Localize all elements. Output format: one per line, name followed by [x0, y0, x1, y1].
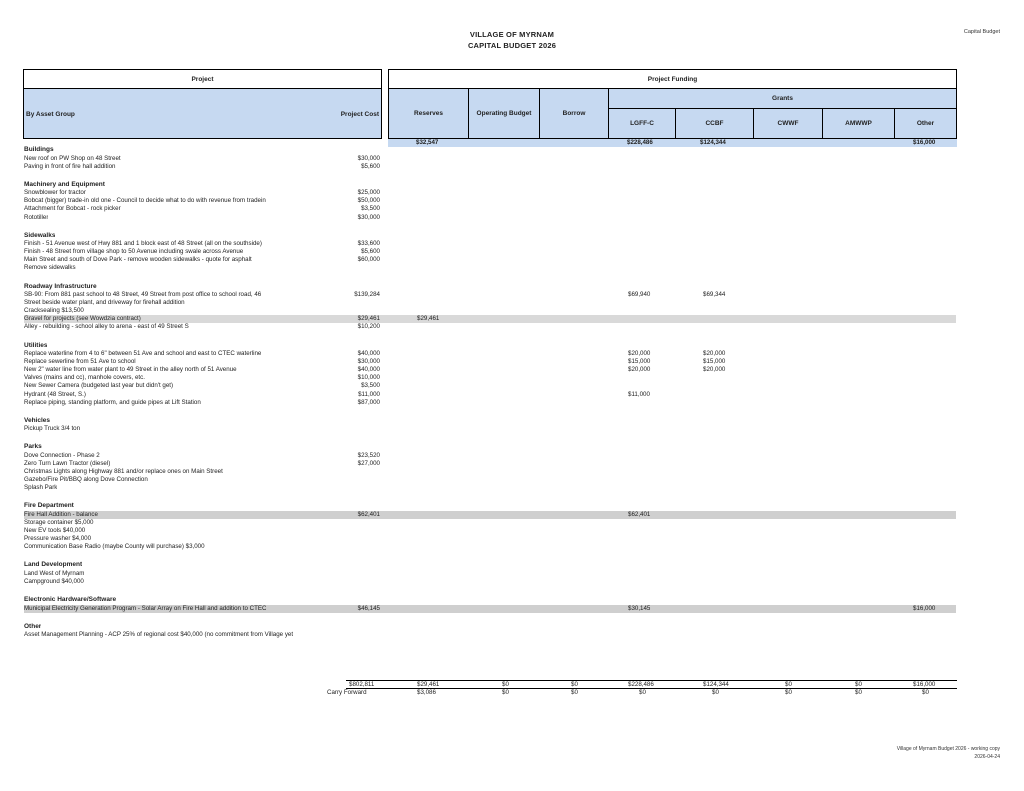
amwwp-header: AMWWP	[845, 120, 872, 127]
table-row	[24, 291, 956, 299]
project-label: Main Street and south of Dove Park - remove wooden sidewalks - quote for asphalt	[24, 256, 252, 264]
group-label: Other	[24, 622, 42, 630]
ccbf-amount: $20,000	[703, 350, 726, 357]
total-operating: $0	[502, 681, 509, 688]
project-label: Cracksealing $13,500	[24, 307, 84, 315]
group-label: Utilities	[24, 341, 48, 349]
project-cost: $33,600	[357, 240, 380, 248]
group-heading	[24, 146, 956, 154]
reserves-available: $32,547	[416, 139, 439, 146]
table-row	[24, 240, 956, 248]
lgff-c-header: LGFF-C	[630, 120, 654, 127]
reserves-amount: $29,461	[417, 315, 440, 323]
project-label: Valves (mains and cc), manhole covers, etc.	[24, 374, 145, 382]
project-cost: $62,401	[357, 510, 380, 518]
carry-other: $0	[922, 689, 929, 696]
group-label: Buildings	[24, 146, 54, 153]
group-label: Electronic Hardware/Software	[24, 596, 117, 603]
grants-header: Grants	[772, 95, 793, 102]
project-label: Gravel for projects (see Wowdzia contract)	[24, 315, 141, 323]
project-cost: $10,000	[357, 374, 380, 382]
table-row	[24, 299, 956, 307]
group-heading	[24, 561, 956, 569]
lgff-c-amount: $69,940	[628, 291, 651, 298]
carry-reserves: $3,086	[417, 689, 436, 696]
group-label: Parks	[24, 443, 42, 451]
project-cost: $23,520	[357, 451, 380, 459]
project-cost: $5,600	[361, 162, 380, 170]
project-label: Land West of Myrnam	[24, 569, 85, 577]
group-heading	[24, 283, 956, 291]
project-label: Remove sidewalks	[24, 264, 76, 272]
project-cost: $3,500	[361, 205, 380, 213]
table-row	[24, 468, 956, 476]
project-cost: $29,461	[357, 315, 380, 323]
project-label: New 2" water line from water plant to 49 Street in the alley north of 51 Avenue	[24, 366, 237, 374]
project-label: Dove Connection - Phase 2	[24, 451, 100, 459]
project-label: Hydrant (48 Street, S.)	[24, 390, 86, 398]
group-heading	[24, 502, 956, 510]
ccbf-available: $124,344	[700, 139, 726, 146]
cwwf-header: CWWF	[777, 120, 799, 127]
project-label: Replace waterline from 4 to 6" between 51 Ave and school and east to CTEC waterline	[24, 350, 262, 357]
table-row	[24, 350, 956, 358]
table-row	[24, 519, 956, 527]
table-row	[24, 382, 956, 390]
project-label: Pickup Truck 3/4 ton	[24, 425, 81, 433]
table-row	[24, 391, 956, 399]
project-cost: $30,000	[357, 154, 380, 162]
carry-borrow: $0	[571, 689, 578, 696]
table-row	[24, 197, 956, 205]
lgff-c-amount: $30,145	[628, 604, 651, 612]
ccbf-amount: $15,000	[703, 358, 726, 366]
group-heading	[24, 417, 956, 425]
project-label: Street beside water plant, and driveway for firehall addition	[24, 299, 185, 307]
project-cost: $25,000	[357, 189, 380, 197]
project-column-header: Project	[24, 70, 381, 88]
project-label: Communication Base Radio (maybe County will purchase) $3,000	[24, 543, 205, 551]
carry-operating: $0	[502, 689, 509, 696]
group-heading	[24, 596, 956, 604]
project-cost: $3,500	[361, 382, 380, 390]
project-label: Municipal Electricity Generation Program - Solar Array on Fire Hall and addition to CTEC	[24, 604, 267, 612]
project-cost: $139,284	[354, 291, 380, 298]
table-row	[24, 214, 956, 222]
table-row	[24, 511, 956, 519]
carry-cwwf: $0	[785, 689, 792, 696]
table-row	[24, 256, 956, 264]
table-row	[24, 366, 956, 374]
project-label: Bobcat (bigger) trade-in old one - Council to decide what to do with revenue from tradein	[24, 197, 266, 205]
other-amount: $16,000	[913, 604, 936, 612]
project-label: SB-90: From 881 past school to 48 Street, 49 Street from post office to school road, 46	[24, 291, 262, 298]
project-label: Pressure washer $4,000	[24, 535, 92, 543]
total-cost: $802,811	[349, 681, 375, 688]
project-header	[23, 69, 382, 139]
project-label: Asset Management Planning - ACP 25% of regional cost $40,000 (no commitment from Village yet	[24, 631, 294, 639]
group-label: Land Development	[24, 561, 83, 569]
project-label: Finish - 48 Street from village shop to 50 Avenue including swale across Avenue	[24, 248, 244, 256]
project-cost: $40,000	[357, 350, 380, 357]
project-label: Replace piping, standing platform, and guide pipes at Lift Station	[24, 398, 201, 406]
total-amwwp: $0	[855, 681, 862, 688]
project-cost: $46,145	[357, 604, 380, 612]
project-label: Replace sewerline from 51 Ave to school	[24, 358, 136, 366]
table-row	[24, 605, 956, 613]
table-row	[24, 476, 956, 484]
borrow-header: Borrow	[562, 110, 586, 117]
project-label: Zero Turn Lawn Tractor (diesel)	[24, 459, 111, 467]
project-cost: $87,000	[357, 398, 380, 406]
total-borrow: $0	[571, 681, 578, 688]
project-label: Campground $40,000	[24, 577, 84, 585]
lgff-c-amount: $62,401	[628, 510, 651, 518]
project-cost: $5,600	[361, 248, 380, 256]
table-row	[24, 460, 956, 468]
lgff-c-amount: $20,000	[628, 350, 651, 357]
carry-lgff-c: $0	[639, 689, 646, 696]
total-ccbf: $124,344	[703, 681, 729, 688]
project-label: Splash Park	[24, 484, 58, 492]
footer-date: 2026-04-24	[974, 754, 1000, 760]
project-cost: $30,000	[357, 358, 380, 366]
other-available: $16,000	[913, 139, 936, 146]
project-label: Snowblower for tractor	[24, 189, 86, 197]
table-row	[24, 452, 956, 460]
table-row	[24, 323, 956, 331]
project-cost: $27,000	[357, 459, 380, 467]
ccbf-amount: $20,000	[703, 366, 726, 374]
project-label: Christmas Lights along Highway 881 and/or replace ones on Main Street	[24, 468, 223, 475]
project-cost: $50,000	[357, 197, 380, 205]
table-row	[24, 163, 956, 171]
total-cwwf: $0	[785, 681, 792, 688]
group-label: Fire Department	[24, 502, 74, 510]
carry-ccbf: $0	[712, 689, 719, 696]
table-row	[24, 358, 956, 366]
group-heading	[24, 342, 956, 350]
table-row	[24, 535, 956, 543]
table-row	[24, 527, 956, 535]
table-row	[24, 155, 956, 163]
project-label: Attachment for Bobcat - rock picker	[24, 205, 121, 213]
group-label: Vehicles	[24, 416, 51, 424]
project-label: Gazebo/Fire Pit/BBQ along Dove Connection	[24, 476, 148, 484]
other-header: Other	[916, 120, 935, 127]
table-row	[24, 543, 956, 551]
table-row	[24, 205, 956, 213]
table-row	[24, 631, 956, 639]
table-row	[24, 578, 956, 586]
table-row	[24, 248, 956, 256]
project-cost: $10,200	[357, 323, 380, 331]
table-row	[24, 425, 956, 433]
table-row	[24, 315, 956, 323]
group-heading	[24, 623, 956, 631]
lgff-c-available: $228,486	[627, 139, 653, 146]
group-label: Roadway Infrastructure	[24, 282, 97, 290]
group-heading	[24, 181, 956, 189]
project-label: Storage container $5,000	[24, 518, 94, 526]
table-row	[24, 189, 956, 197]
group-label: Machinery and Equipment	[24, 180, 105, 188]
project-cost: $60,000	[357, 256, 380, 264]
page-subtitle: CAPITAL BUDGET 2026	[467, 41, 557, 50]
group-heading	[24, 443, 956, 451]
carry-forward-row	[0, 689, 1024, 696]
project-label: Rototiller	[24, 213, 49, 221]
lgff-c-amount: $20,000	[628, 366, 651, 374]
table-row	[24, 570, 956, 578]
table-row	[24, 399, 956, 407]
corner-label: Capital Budget	[963, 29, 1000, 35]
total-reserves: $29,461	[417, 681, 440, 688]
page-title: VILLAGE OF MYRNAM	[469, 30, 555, 39]
project-label: Finish - 51 Avenue west of Hwy 881 and 1 block east of 48 Street (all on the southside)	[24, 240, 262, 248]
lgff-c-amount: $15,000	[628, 358, 651, 366]
table-row	[24, 374, 956, 382]
project-label: New Sewer Camera (budgeted last year but didn't get)	[24, 382, 174, 390]
project-label: Paving in front of fire hall addition	[24, 162, 116, 170]
ccbf-amount: $69,344	[703, 291, 726, 298]
project-cost-header: Project Cost	[340, 110, 379, 118]
project-label: New EV tools $40,000	[24, 527, 86, 534]
project-cost: $30,000	[357, 213, 380, 221]
project-cost: $40,000	[357, 366, 380, 374]
project-label: Fire Hall Addition - balance	[24, 510, 98, 518]
funding-header	[388, 69, 957, 139]
project-label: Alley - rebuilding - school alley to arena - east of 49 Street S	[24, 323, 189, 331]
project-funding-header: Project Funding	[389, 70, 956, 88]
reserves-header: Reserves	[414, 110, 443, 117]
lgff-c-amount: $11,000	[628, 390, 650, 398]
table-row	[24, 484, 956, 492]
total-other: $16,000	[913, 681, 936, 688]
group-label: Sidewalks	[24, 231, 56, 239]
totals-row	[0, 681, 1024, 688]
carry-amwwp: $0	[855, 689, 862, 696]
operating-budget-header: Operating Budget	[476, 110, 532, 117]
table-row	[24, 307, 956, 315]
project-label: New roof on PW Shop on 48 Street	[24, 154, 121, 162]
by-asset-group-header: By Asset Group	[26, 110, 75, 118]
project-cost: $11,000	[358, 390, 380, 398]
ccbf-header: CCBF	[705, 120, 724, 127]
total-lgff-c: $228,486	[628, 681, 654, 688]
group-heading	[24, 232, 956, 240]
carry-forward-label: Carry Forward	[327, 689, 367, 696]
footer-note: Village of Myrnam Budget 2026 - working copy	[896, 746, 1000, 752]
table-row	[24, 264, 956, 272]
